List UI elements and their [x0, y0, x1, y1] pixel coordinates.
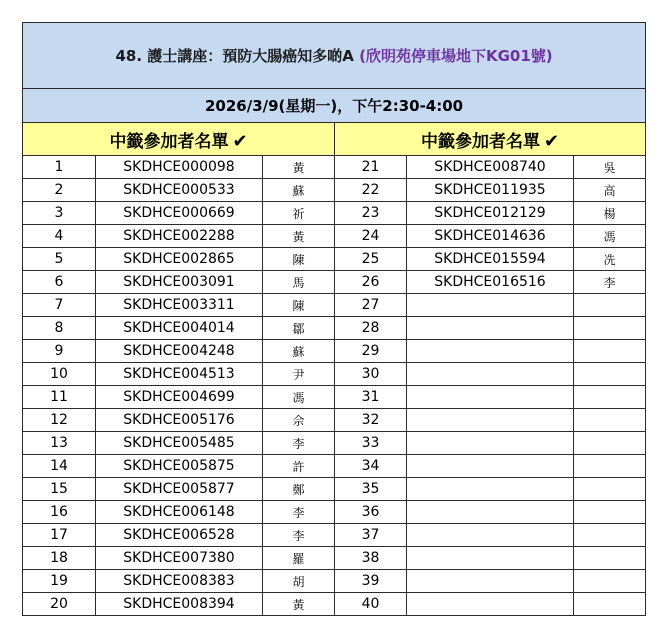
right-participant-code: SKDHCE011935	[407, 179, 574, 202]
left-participant-name: 蘇	[263, 179, 335, 202]
right-participant-number: 23	[335, 202, 407, 225]
left-participant-number: 14	[23, 455, 96, 478]
right-participant-number: 24	[335, 225, 407, 248]
left-participant-number: 8	[23, 317, 96, 340]
right-participant-number: 39	[335, 570, 407, 593]
left-participant-number: 5	[23, 248, 96, 271]
left-participant-name: 黃	[263, 225, 335, 248]
left-participant-code: SKDHCE005485	[96, 432, 263, 455]
left-participant-number: 12	[23, 409, 96, 432]
right-participant-code	[407, 363, 574, 386]
date-row	[23, 89, 646, 123]
right-participant-code	[407, 386, 574, 409]
right-participant-name	[574, 593, 646, 616]
left-participant-number: 10	[23, 363, 96, 386]
left-participant-name: 陳	[263, 294, 335, 317]
right-participant-number: 38	[335, 547, 407, 570]
table-row	[23, 386, 646, 409]
list-header-right	[335, 123, 646, 156]
left-participant-name: 馮	[263, 386, 335, 409]
right-participant-code	[407, 455, 574, 478]
table-row	[23, 501, 646, 524]
right-participant-number: 30	[335, 363, 407, 386]
left-participant-code: SKDHCE004513	[96, 363, 263, 386]
right-participant-code: SKDHCE014636	[407, 225, 574, 248]
left-participant-name: 陳	[263, 248, 335, 271]
left-participant-code: SKDHCE002865	[96, 248, 263, 271]
left-participant-name: 羅	[263, 547, 335, 570]
right-participant-name: 馮	[574, 225, 646, 248]
right-participant-code	[407, 501, 574, 524]
check-mark-icon: ✔	[543, 130, 560, 152]
left-participant-code: SKDHCE004014	[96, 317, 263, 340]
event-location: (欣明苑停車場地下KG01號)	[359, 47, 553, 65]
left-participant-code: SKDHCE000533	[96, 179, 263, 202]
right-participant-name: 高	[574, 179, 646, 202]
right-participant-number: 32	[335, 409, 407, 432]
right-participant-code: SKDHCE008740	[407, 156, 574, 179]
right-participant-code	[407, 478, 574, 501]
right-participant-code	[407, 340, 574, 363]
left-participant-code: SKDHCE005877	[96, 478, 263, 501]
right-participant-name	[574, 478, 646, 501]
left-participant-code: SKDHCE000669	[96, 202, 263, 225]
right-participant-number: 21	[335, 156, 407, 179]
right-participant-name: 楊	[574, 202, 646, 225]
left-participant-name: 李	[263, 432, 335, 455]
left-participant-name: 佘	[263, 409, 335, 432]
left-participant-code: SKDHCE005875	[96, 455, 263, 478]
left-participant-code: SKDHCE003311	[96, 294, 263, 317]
left-participant-code: SKDHCE007380	[96, 547, 263, 570]
right-participant-name	[574, 455, 646, 478]
table-row	[23, 179, 646, 202]
table-row	[23, 593, 646, 616]
left-participant-number: 11	[23, 386, 96, 409]
right-participant-number: 29	[335, 340, 407, 363]
left-participant-code: SKDHCE006528	[96, 524, 263, 547]
left-participant-name: 鄭	[263, 478, 335, 501]
table-row	[23, 340, 646, 363]
left-participant-name: 李	[263, 524, 335, 547]
left-participant-number: 3	[23, 202, 96, 225]
winners-list-sheet	[22, 22, 646, 616]
table-row	[23, 271, 646, 294]
left-participant-code: SKDHCE006148	[96, 501, 263, 524]
right-participant-name	[574, 409, 646, 432]
left-participant-number: 7	[23, 294, 96, 317]
left-participant-number: 19	[23, 570, 96, 593]
event-title	[23, 23, 646, 89]
right-participant-number: 22	[335, 179, 407, 202]
right-participant-code	[407, 432, 574, 455]
left-participant-number: 18	[23, 547, 96, 570]
right-participant-code	[407, 524, 574, 547]
left-participant-number: 6	[23, 271, 96, 294]
left-participant-name: 馬	[263, 271, 335, 294]
table-row	[23, 478, 646, 501]
table-row	[23, 202, 646, 225]
right-participant-code: SKDHCE016516	[407, 271, 574, 294]
left-participant-number: 9	[23, 340, 96, 363]
right-participant-name	[574, 294, 646, 317]
left-participant-name: 尹	[263, 363, 335, 386]
table-row	[23, 547, 646, 570]
event-date: 2026/3/9(星期一)，下午2:30-4:00	[23, 89, 646, 123]
right-participant-name	[574, 363, 646, 386]
right-participant-code	[407, 294, 574, 317]
event-title-main: 48. 護士講座：預防大腸癌知多啲A	[115, 47, 360, 65]
title-row	[23, 23, 646, 89]
right-participant-number: 40	[335, 593, 407, 616]
right-participant-code: SKDHCE015594	[407, 248, 574, 271]
right-participant-name	[574, 501, 646, 524]
left-participant-name: 胡	[263, 570, 335, 593]
table-row	[23, 225, 646, 248]
left-participant-number: 20	[23, 593, 96, 616]
right-participant-code	[407, 570, 574, 593]
right-participant-name	[574, 432, 646, 455]
left-participant-number: 2	[23, 179, 96, 202]
left-participant-name: 許	[263, 455, 335, 478]
right-participant-code	[407, 547, 574, 570]
list-header-label: 中籤參加者名單	[109, 131, 229, 152]
table-row	[23, 248, 646, 271]
left-participant-number: 13	[23, 432, 96, 455]
table-row	[23, 432, 646, 455]
right-participant-number: 34	[335, 455, 407, 478]
right-participant-name	[574, 340, 646, 363]
table-row	[23, 409, 646, 432]
table-row	[23, 156, 646, 179]
left-participant-name: 鄒	[263, 317, 335, 340]
left-participant-name: 黃	[263, 593, 335, 616]
right-participant-name: 吳	[574, 156, 646, 179]
table-row	[23, 455, 646, 478]
left-participant-code: SKDHCE002288	[96, 225, 263, 248]
right-participant-number: 36	[335, 501, 407, 524]
left-participant-number: 16	[23, 501, 96, 524]
right-participant-name	[574, 570, 646, 593]
right-participant-name: 李	[574, 271, 646, 294]
left-participant-name: 黃	[263, 156, 335, 179]
right-participant-name: 冼	[574, 248, 646, 271]
left-participant-number: 1	[23, 156, 96, 179]
table-row	[23, 524, 646, 547]
right-participant-name	[574, 386, 646, 409]
list-header-left	[23, 123, 335, 156]
right-participant-code: SKDHCE012129	[407, 202, 574, 225]
left-participant-name: 蘇	[263, 340, 335, 363]
right-participant-number: 27	[335, 294, 407, 317]
list-header-row	[23, 123, 646, 156]
right-participant-number: 33	[335, 432, 407, 455]
right-participant-number: 37	[335, 524, 407, 547]
table-row	[23, 570, 646, 593]
right-participant-number: 26	[335, 271, 407, 294]
left-participant-code: SKDHCE008394	[96, 593, 263, 616]
right-participant-number: 35	[335, 478, 407, 501]
left-participant-number: 15	[23, 478, 96, 501]
table-row	[23, 363, 646, 386]
right-participant-number: 25	[335, 248, 407, 271]
left-participant-code: SKDHCE004699	[96, 386, 263, 409]
check-mark-icon: ✔	[232, 130, 248, 152]
right-participant-number: 31	[335, 386, 407, 409]
right-participant-code	[407, 593, 574, 616]
right-participant-code	[407, 317, 574, 340]
right-participant-name	[574, 547, 646, 570]
left-participant-code: SKDHCE003091	[96, 271, 263, 294]
table-row	[23, 317, 646, 340]
right-participant-name	[574, 524, 646, 547]
left-participant-code: SKDHCE000098	[96, 156, 263, 179]
left-participant-name: 李	[263, 501, 335, 524]
right-participant-code	[407, 409, 574, 432]
left-participant-number: 4	[23, 225, 96, 248]
left-participant-number: 17	[23, 524, 96, 547]
left-participant-code: SKDHCE008383	[96, 570, 263, 593]
list-header-label: 中籤參加者名單	[420, 131, 540, 152]
table-row	[23, 294, 646, 317]
left-participant-code: SKDHCE005176	[96, 409, 263, 432]
right-participant-number: 28	[335, 317, 407, 340]
right-participant-name	[574, 317, 646, 340]
left-participant-name: 祈	[263, 202, 335, 225]
left-participant-code: SKDHCE004248	[96, 340, 263, 363]
